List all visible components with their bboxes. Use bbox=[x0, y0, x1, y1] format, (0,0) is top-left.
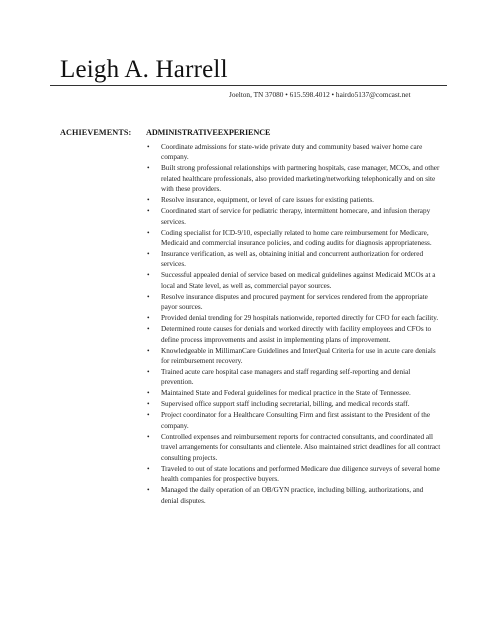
list-item-text: Coordinated start of service for pediatric therapy, intermittent homecare, and infusion therapy services. bbox=[161, 207, 431, 226]
list-item-text: Controlled expenses and reimbursement reports for contracted consultants, and coordinated all travel arrangements for consultants and clientele. Also maintained strict deadlines for all contract consulting projects. bbox=[161, 432, 441, 462]
list-item bbox=[146, 367, 442, 388]
list-item bbox=[146, 163, 442, 194]
achievements-list bbox=[146, 142, 442, 507]
list-item-text: Managed the daily operation of an OB/GYN practice, including billing, authorizations, and denial disputes. bbox=[161, 486, 424, 505]
bullet-icon: • bbox=[147, 207, 150, 216]
list-item-text: Successful appealed denial of service based on medical guidelines against Medicaid MCOs at a local and State level, as well as, commercial payor sources. bbox=[161, 271, 436, 290]
bullet-icon: • bbox=[147, 486, 150, 495]
list-item bbox=[146, 399, 442, 409]
list-item-text: Resolve insurance disputes and procured payment for services rendered from the appropriate payor sources. bbox=[161, 292, 428, 312]
candidate-name: Leigh A. Harrell bbox=[60, 56, 228, 83]
list-item-text: Coordinate admissions for state-wide private duty and community based waiver home care company. bbox=[161, 143, 423, 162]
list-item bbox=[146, 142, 442, 163]
list-item-text: Provided denial trending for 29 hospitals nationwide, reported directly for CFO for each facility. bbox=[161, 314, 439, 323]
header-divider bbox=[50, 85, 447, 86]
list-item-text: Trained acute care hospital case managers and staff regarding self-reporting and denial prevention. bbox=[161, 368, 411, 387]
list-item bbox=[146, 432, 442, 463]
list-item bbox=[146, 410, 442, 431]
bullet-icon: • bbox=[147, 292, 150, 301]
list-item-text: Maintained State and Federal guidelines for medical practice in the State of Tennessee. bbox=[161, 389, 411, 398]
section-label-achievements: ACHIEVEMENTS: bbox=[60, 128, 132, 137]
list-item-text: Coding specialist for ICD-9/10, especially related to home care reimbursement for Medicare, Medicaid and commercial insurance policies, and coding audits for diagnosis appropriateness. bbox=[161, 228, 432, 248]
bullet-icon: • bbox=[147, 314, 150, 323]
bullet-icon: • bbox=[147, 368, 150, 377]
bullet-icon: • bbox=[147, 411, 150, 420]
bullet-icon: • bbox=[147, 250, 150, 259]
bullet-icon: • bbox=[147, 464, 150, 473]
list-item bbox=[146, 485, 442, 506]
list-item bbox=[146, 464, 442, 485]
list-item bbox=[146, 249, 442, 270]
list-item-text: Supervised office support staff including secretarial, billing, and medical records staff. bbox=[161, 400, 410, 409]
list-item bbox=[146, 195, 442, 205]
bullet-icon: • bbox=[147, 346, 150, 355]
bullet-icon: • bbox=[147, 196, 150, 205]
bullet-icon: • bbox=[147, 400, 150, 409]
bullet-icon: • bbox=[147, 164, 150, 173]
list-item bbox=[146, 206, 442, 227]
list-item-text: Traveled to out of state locations and performed Medicare due diligence surveys of several home health companies for prospective buyers. bbox=[161, 464, 440, 484]
bullet-icon: • bbox=[147, 389, 150, 398]
list-item-text: Knowledgeable in MillimanCare Guidelines and InterQual Criteria for use in acute care denials for reimbursement recovery. bbox=[161, 346, 436, 366]
bullet-icon: • bbox=[147, 432, 150, 441]
list-item bbox=[146, 388, 442, 398]
section-heading-administrative-experience: ADMINISTRATIVEEXPERIENCE bbox=[146, 128, 271, 137]
bullet-icon: • bbox=[147, 271, 150, 280]
list-item bbox=[146, 292, 442, 313]
list-item bbox=[146, 270, 442, 291]
list-item bbox=[146, 313, 442, 323]
list-item bbox=[146, 228, 442, 249]
list-item-text: Determined route causes for denials and worked directly with facility employees and CFOs to define process improvements and assist in implementing plans of improvement. bbox=[161, 325, 432, 344]
list-item-text: Resolve insurance, equipment, or level of care issues for existing patients. bbox=[161, 196, 374, 205]
contact-info: Joelton, TN 37080 • 615.598.4012 • hairdo5137@comcast.net bbox=[229, 90, 411, 99]
bullet-icon: • bbox=[147, 143, 150, 151]
list-item bbox=[146, 324, 442, 345]
bullet-icon: • bbox=[147, 228, 150, 237]
bullet-icon: • bbox=[147, 325, 150, 334]
list-item bbox=[146, 346, 442, 367]
list-item-text: Insurance verification, as well as, obtaining initial and concurrent authorization for ordered services. bbox=[161, 250, 424, 269]
list-item-text: Built strong professional relationships with partnering hospitals, case manager, MCOs, and other related healthcare professionals, also provided marketing/networking telephonically and on site with these providers. bbox=[161, 164, 440, 194]
list-item-text: Project coordinator for a Healthcare Consulting Firm and first assistant to the President of the company. bbox=[161, 411, 431, 430]
